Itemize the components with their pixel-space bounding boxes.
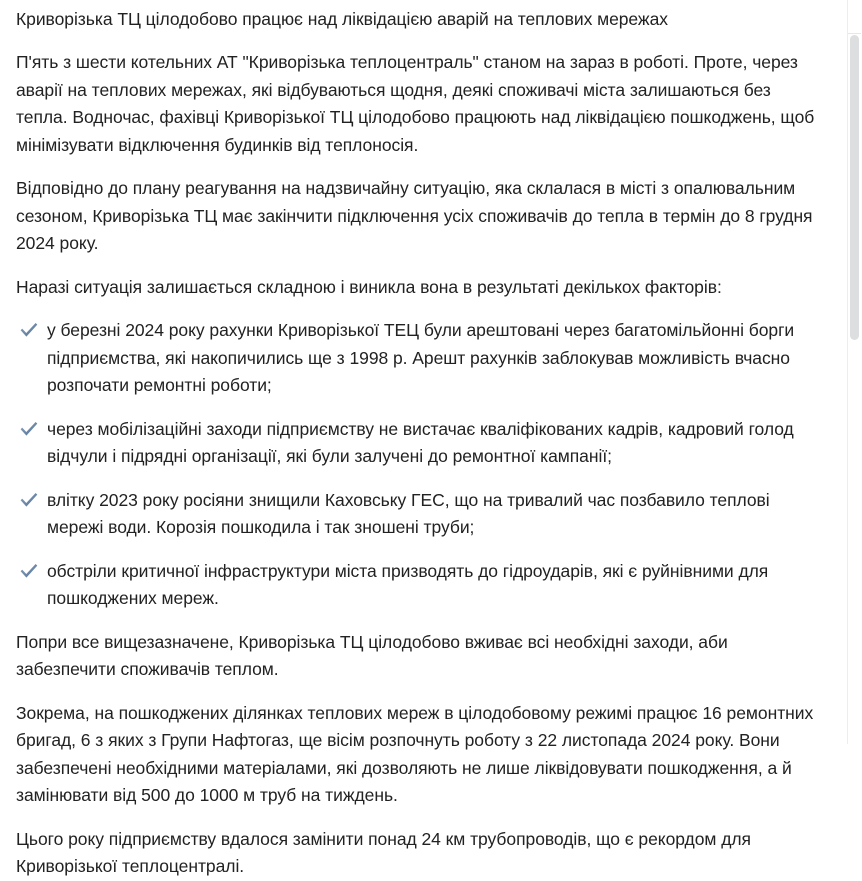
page-title: Криворізька ТЦ цілодобово працює над ліквідацією аварій на теплових мережах (16, 9, 668, 29)
list-item (16, 558, 822, 613)
paragraph-6: Цього року підприємству вдалося замінити понад 24 км трубопроводів, що є рекордом для Криворізької теплоцентралі. (16, 828, 751, 876)
list-item (16, 416, 822, 471)
paragraph-1: П'ять з шести котельних АТ "Криворізька теплоцентраль" станом на зараз в роботі. Проте, через аварії на теплових мережах, які відбуваються щодня, деякі споживачі міста залишаються без тепла. Водночас, фахівці Криворізької ТЦ цілодобово працюють над ліквідацією пошкоджень, щоб мінімізувати відключення будинків від теплоносія. (16, 52, 815, 155)
paragraph-4: Попри все вищезазначене, Криворізька ТЦ цілодобово вживає всі необхідні заходи, аби забезпечити споживачів теплом. (16, 631, 728, 679)
check-mark-icon (18, 561, 40, 583)
check-mark-icon (18, 419, 40, 441)
paragraph-3: Наразі ситуація залишається складною і виникла вона в результаті декількох факторів: (16, 276, 722, 297)
check-mark-icon (18, 320, 40, 342)
paragraph-5: Зокрема, на пошкоджених ділянках теплових мереж в цілодобовому режимі працює 16 ремонтних бригад, 6 з яких з Групи Нафтогаз, ще вісім розпочнуть роботу з 22 листопада 2024 року. Вони забезпечені необхідними матеріалами, які дозволяють не лише ліквідовувати пошкодження, а й замінювати від 500 до 1000 м труб на тиждень. (16, 702, 814, 805)
list-item-text: влітку 2023 року росіяни знищили Каховську ГЕС, що на тривалий час позбавило теплові мережі води. Корозія пошкодила і так зношені труби; (47, 489, 770, 537)
scrollbar-thumb[interactable] (850, 35, 859, 340)
list-item-text: у березні 2024 року рахунки Криворізької ТЕЦ були арештовані через багатомільйонні борги підприємства, які накопичились ще з 1998 р. Арешт рахунків заблокував можливість вчасно розпочати ремонтні роботи; (47, 320, 795, 395)
list-item (16, 487, 822, 542)
list-item-text: через мобілізаційні заходи підприємству не вистачає кваліфікованих кадрів, кадровий голод відчули і підрядні організації, які були залучені до ремонтної кампанії; (47, 418, 794, 466)
scrollbar-top-divider (848, 33, 861, 34)
check-mark-icon (18, 490, 40, 512)
list-item (16, 317, 822, 400)
vertical-scrollbar[interactable] (847, 0, 862, 744)
list-item-text: обстріли критичної інфраструктури міста призводять до гідроударів, які є руйнівними для пошкоджених мереж. (47, 560, 769, 608)
paragraph-2: Відповідно до плану реагування на надзвичайну ситуацію, яка склалася в місті з опалювальним сезоном, Криворізька ТЦ має закінчити підключення усіх споживачів до тепла в термін до 8 грудня 2024 року. (16, 178, 813, 253)
